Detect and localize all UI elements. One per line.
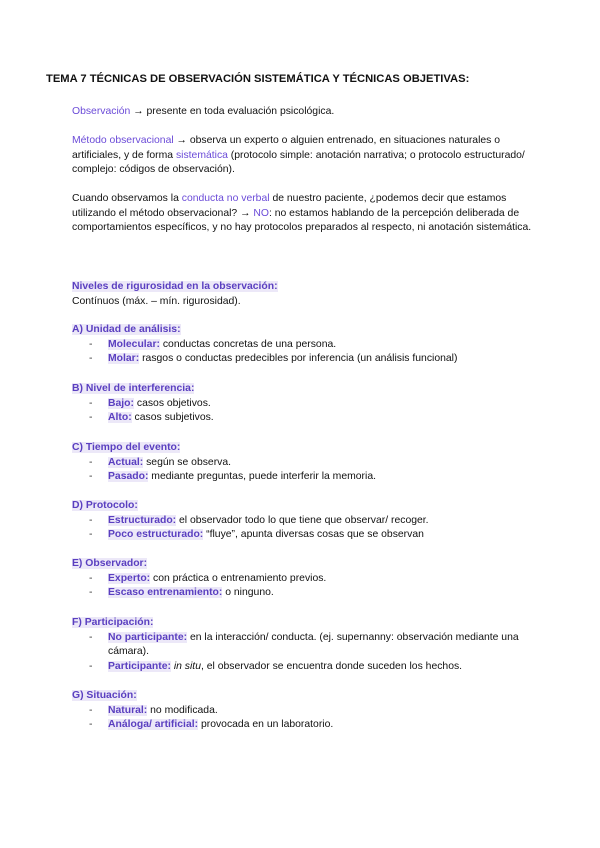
item-text: conductas concretas de una persona. [159,338,337,350]
list-item [72,586,542,601]
item-text: o ninguno. [222,587,274,599]
item-term: Participante: [108,660,171,672]
section-title-b: B) Nivel de interferencia: [72,383,195,394]
item-text: “fluye”, apunta diversas cosas que se observan [203,529,424,541]
item-term: Escaso entrenamiento: [108,587,223,599]
text-question-1: Cuando observamos la [72,193,182,204]
item-text: provocada en un laboratorio. [198,719,334,731]
text-metodo-2: (protocolo simple: anotación narrativa; o protocolo estructurado/ complejo: códigos de observación). [72,149,525,176]
dash-bullet: - [89,412,93,424]
item-term: Actual: [108,456,144,468]
term-observacion: Observación [72,106,131,117]
section-title-g: G) Situación: [72,690,137,701]
item-term: Análoga/ artificial: [108,719,199,731]
dash-bullet: - [89,338,93,350]
section-niveles [72,280,542,309]
list-item [72,660,542,675]
term-metodo: Método observacional [72,135,174,146]
item-term: Bajo: [108,397,134,409]
section-title-a: A) Unidad de análisis: [72,324,181,335]
section-e [72,557,542,601]
dash-bullet: - [89,704,93,716]
item-term: Alto: [108,412,132,424]
item-text: no modificada. [147,704,218,716]
text-continuos: Contínuos (máx. – mín. rigurosidad). [72,295,241,307]
heading-niveles: Niveles de rigurosidad en la observación: [72,281,278,292]
item-term: Natural: [108,704,148,716]
item-text: con práctica o entrenamiento previos. [150,572,327,584]
paragraph-metodo [72,134,532,178]
item-text: casos subjetivos. [131,412,214,424]
dash-bullet: - [89,587,93,599]
item-term: Poco estructurado: [108,529,204,541]
dash-bullet: - [89,719,93,731]
dash-bullet: - [89,514,93,526]
text-question-3: : no estamos hablando de la percepción deliberada de comportamientos específicos, y no hay protocolos preparados al respecto, ni anotación sistemática. [72,207,532,234]
item-text: el observador todo lo que tiene que observar/ recoger. [176,514,429,526]
section-title-f: F) Participación: [72,617,154,628]
item-text: casos objetivos. [133,397,211,409]
text-metodo-1: → observa un experto o alguien entrenado, en situaciones naturales o artificiales, y de forma [72,135,501,161]
section-d [72,499,542,543]
term-no: NO [253,207,269,219]
list-item [72,456,542,471]
item-text: en la interacción/ conducta. (ej. supernanny: observación mediante una cámara). [108,631,519,658]
term-conducta-no-verbal: conducta no verbal [181,193,270,204]
item-term: Pasado: [108,471,149,483]
dash-bullet: - [89,397,93,409]
dash-bullet: - [89,631,93,643]
dash-bullet: - [89,529,93,541]
section-c [72,441,542,485]
section-a [72,323,542,367]
section-title-c: C) Tiempo del evento: [72,442,181,453]
item-text: mediante preguntas, puede interferir la memoria. [148,471,376,483]
dash-bullet: - [89,353,93,365]
list-item [72,572,542,587]
list-item [72,470,542,485]
section-g [72,689,542,733]
dash-bullet: - [89,572,93,584]
dash-bullet: - [89,471,93,483]
document-title: TEMA 7 TÉCNICAS DE OBSERVACIÓN SISTEMÁTICA Y TÉCNICAS OBJETIVAS: [46,73,470,85]
dash-bullet: - [89,660,93,672]
list-item [72,631,542,660]
item-italic-text: in situ [170,660,201,672]
section-title-d: D) Protocolo: [72,500,138,511]
list-item [72,514,542,529]
item-term: Experto: [108,572,151,584]
list-item [72,397,542,412]
list-item [72,411,542,426]
list-item [72,528,542,543]
text-question-2: de nuestro paciente, ¿podemos decir que estamos utilizando el método observacional? → [72,193,507,219]
text-observacion: → presente en toda evaluación psicológica. [130,106,335,117]
paragraph-observacion [72,105,532,120]
section-b [72,382,542,426]
term-sistematica: sistemática [175,149,228,161]
paragraph-question [72,192,532,236]
item-term: No participante: [108,631,188,643]
dash-bullet: - [89,456,93,468]
item-text: según se observa. [143,456,232,468]
list-item [72,352,542,367]
list-item [72,338,542,353]
item-term: Molecular: [108,338,160,350]
list-item [72,704,542,719]
section-f [72,616,542,674]
section-title-e: E) Observador: [72,558,148,569]
item-term: Estructurado: [108,514,177,526]
item-text: , el observador se encuentra donde suceden los hechos. [200,660,463,672]
item-term: Molar: [108,353,140,365]
list-item [72,718,542,733]
item-text: rasgos o conductas predecibles por inferencia (un análisis funcional) [139,353,458,365]
